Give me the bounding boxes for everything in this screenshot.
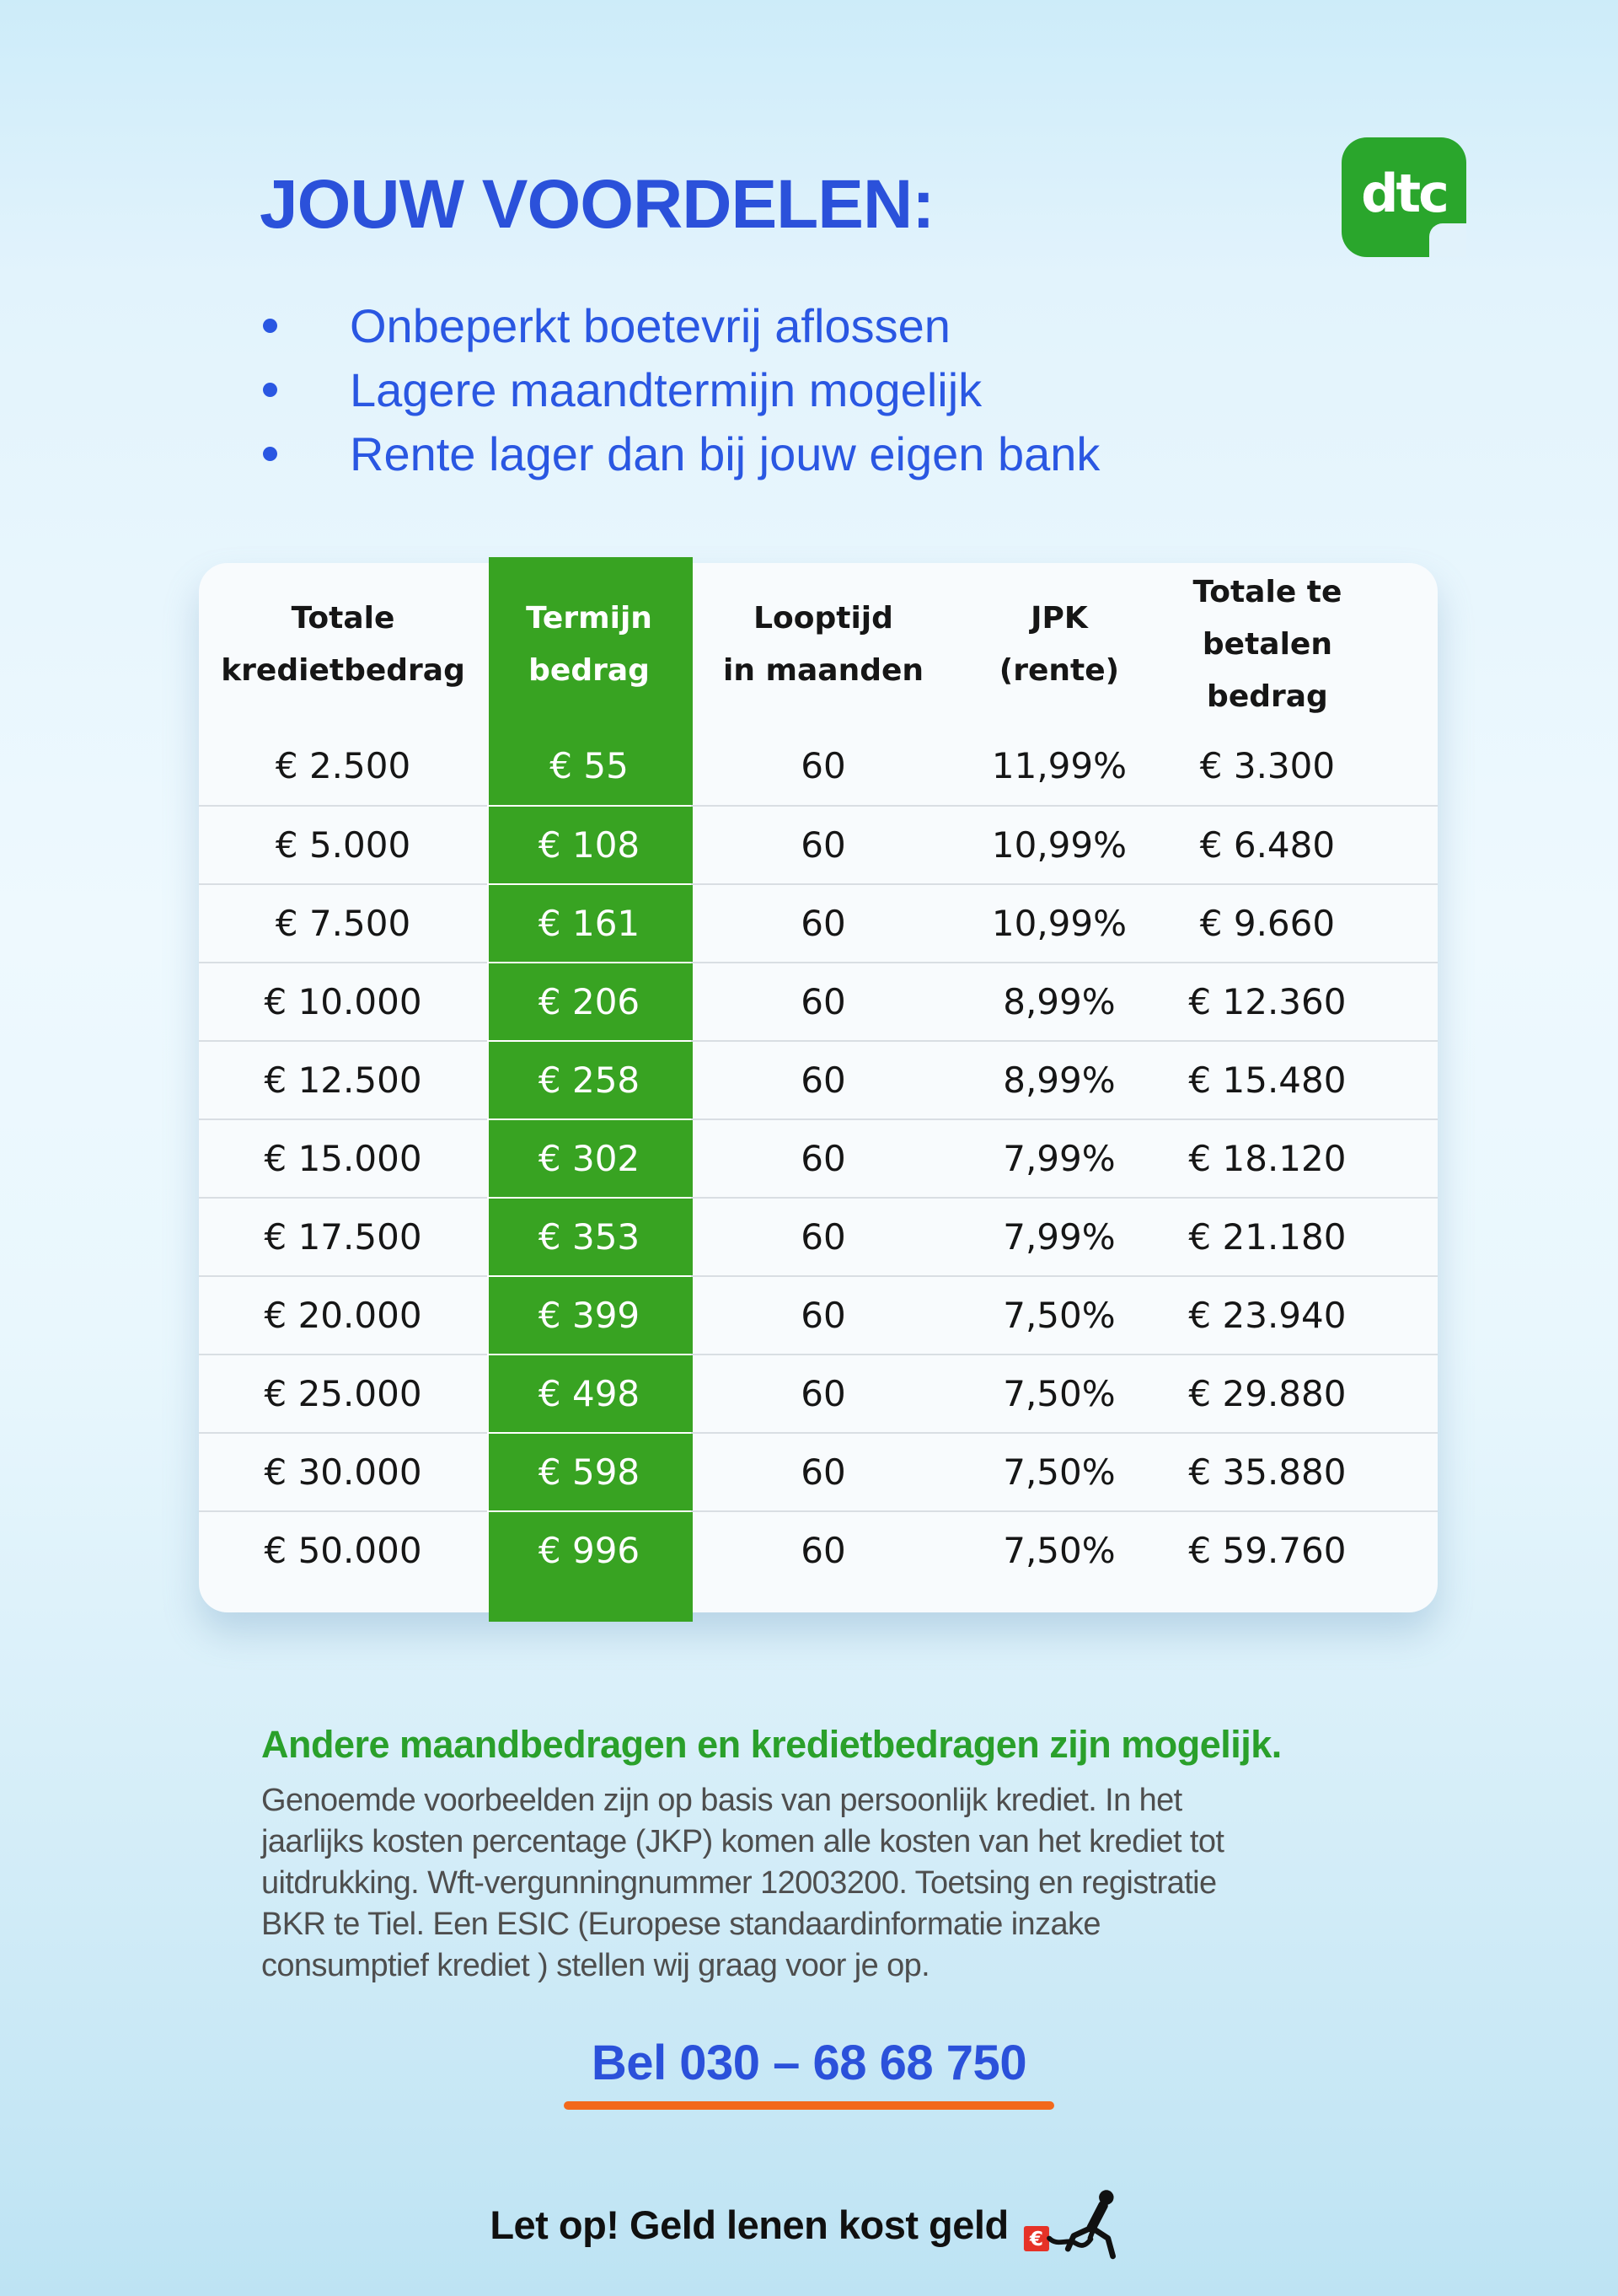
table-cell: € 29.880 [1163,1354,1438,1432]
credit-warning [0,2186,1618,2262]
table-cell: € 10.000 [199,962,487,1040]
table-cell: € 399 [487,1275,691,1354]
phone-cta [0,2035,1618,2110]
table-cell: € 6.480 [1163,805,1438,883]
dtc-logo [1342,137,1466,257]
benefit-item [263,421,1100,485]
column-header: Totale te betalen bedrag [1192,575,1342,714]
note-line: consumptief krediet ) stellen wij graag voor je op. [261,1948,930,1983]
table-cell: 60 [691,1275,956,1354]
table-row [199,962,1438,1040]
table-cell: € 5.000 [199,805,487,883]
table-row [199,727,1438,805]
logo-notch [1429,223,1466,257]
table-cell: € 25.000 [199,1354,487,1432]
table-cell: € 35.880 [1163,1432,1438,1510]
table-cell: € 20.000 [199,1275,487,1354]
table-cell: € 258 [487,1040,691,1118]
table-cell: € 302 [487,1118,691,1197]
bullet-icon [263,383,277,397]
table-row [199,1118,1438,1197]
table-cell: € 17.500 [199,1197,487,1275]
credit-warning-text: Let op! Geld lenen kost geld [490,2202,1009,2247]
table-cell: € 23.940 [1163,1275,1438,1354]
table-cell: 7,50% [956,1354,1163,1432]
table-cell: € 996 [487,1510,691,1589]
note-line: BKR te Tiel. Een ESIC (Europese standaardinformatie inzake [261,1907,1101,1942]
table-cell: 10,99% [956,883,1163,962]
benefits-list [263,293,1100,485]
table-cell: 7,99% [956,1197,1163,1275]
table-row [199,1354,1438,1432]
rates-table-card [199,563,1438,1612]
page-title: JOUW VOORDELEN: [260,166,935,243]
table-cell: € 50.000 [199,1510,487,1589]
table-row [199,1510,1438,1589]
table-cell: € 353 [487,1197,691,1275]
table-row [199,1040,1438,1118]
table-cell: 11,99% [991,745,1128,786]
bullet-icon [263,319,277,333]
note-line: jaarlijks kosten percentage (JKP) komen alle kosten van het krediet tot [261,1824,1224,1859]
phone-number[interactable]: Bel 030 – 68 68 750 [591,2036,1027,2090]
table-cell: 60 [691,883,956,962]
benefit-item [263,357,1100,421]
table-cell: 60 [691,1432,956,1510]
table-cell: 7,50% [956,1510,1163,1589]
table-row [199,883,1438,962]
table-cell: € 55 [549,745,629,786]
column-header: JPK (rente) [999,601,1120,688]
table-cell: 60 [691,1197,956,1275]
benefit-text: Lagere maandtermijn mogelijk [350,362,983,416]
phone-underline [564,2101,1054,2110]
note-line: Genoemde voorbeelden zijn op basis van persoonlijk krediet. In het [261,1783,1182,1818]
benefit-item [263,293,1100,357]
table-cell: 60 [691,1118,956,1197]
table-cell: 60 [691,1354,956,1432]
table-cell: 60 [801,745,846,786]
benefit-text: Rente lager dan bij jouw eigen bank [350,426,1101,480]
table-cell: € 9.660 [1163,883,1438,962]
table-cell: € 108 [487,805,691,883]
table-cell: 7,99% [956,1118,1163,1197]
column-header: Termijn bedrag [526,601,652,688]
dtc-logo-text: dtc [1361,162,1447,224]
benefit-text: Onbeperkt boetevrij aflossen [350,298,951,352]
table-cell: € 18.120 [1163,1118,1438,1197]
table-row [199,1197,1438,1275]
table-cell: € 30.000 [199,1432,487,1510]
table-cell: 60 [691,805,956,883]
note-body [261,1780,1224,1987]
table-cell: € 12.500 [199,1040,487,1118]
table-cell: € 15.480 [1163,1040,1438,1118]
table-row [199,805,1438,883]
money-ball-chain-icon [1022,2186,1128,2262]
column-header: Looptijd in maanden [722,601,924,688]
table-cell: 7,50% [956,1432,1163,1510]
table-cell: € 2.500 [275,745,411,786]
table-cell: 60 [691,1040,956,1118]
table-row [199,1432,1438,1510]
table-cell: € 3.300 [1199,745,1336,786]
table-cell: € 161 [487,883,691,962]
table-cell: 8,99% [956,962,1163,1040]
table-cell: € 498 [487,1354,691,1432]
table-cell: 60 [691,1510,956,1589]
table-cell: 10,99% [956,805,1163,883]
note-line: uitdrukking. Wft-vergunningnummer 12003200. Toetsing en registratie [261,1865,1217,1901]
note-heading: Andere maandbedragen en kredietbedragen zijn mogelijk. [261,1723,1282,1766]
table-row [199,1275,1438,1354]
table-body [199,727,1438,1589]
column-header: Totale kredietbedrag [221,601,465,688]
svg-text:€: € [1029,2228,1043,2251]
table-cell: € 598 [487,1432,691,1510]
table-cell: € 206 [487,962,691,1040]
table-header-row [199,563,1438,727]
table-cell: € 15.000 [199,1118,487,1197]
table-cell: 60 [691,962,956,1040]
table-cell: € 21.180 [1163,1197,1438,1275]
bullet-icon [263,447,277,461]
table-cell: 7,50% [956,1275,1163,1354]
table-cell: € 12.360 [1163,962,1438,1040]
table-cell: 8,99% [956,1040,1163,1118]
table-cell: € 59.760 [1163,1510,1438,1589]
table-cell: € 7.500 [199,883,487,962]
